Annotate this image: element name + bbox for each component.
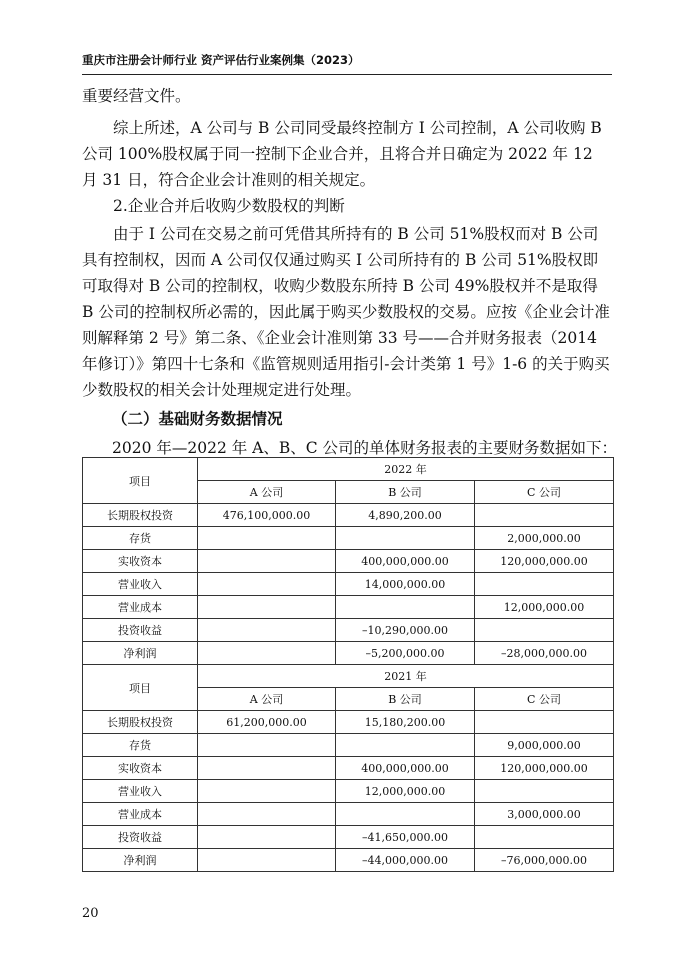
value-cell: [198, 757, 336, 780]
row-label-cell: 长期股权投资: [83, 711, 198, 734]
value-cell: [198, 849, 336, 872]
year-cell: 2022 年: [198, 458, 614, 481]
company-header-cell: C 公司: [475, 688, 614, 711]
row-label-cell: 存货: [83, 527, 198, 550]
table-row: [83, 780, 614, 803]
item-header-cell: 项目: [83, 665, 198, 711]
row-label-cell: 长期股权投资: [83, 504, 198, 527]
value-cell: 476,100,000.00: [198, 504, 336, 527]
company-header-cell: B 公司: [336, 688, 475, 711]
value-cell: 15,180,200.00: [336, 711, 475, 734]
table-row: [83, 826, 614, 849]
company-header-cell: A 公司: [198, 481, 336, 504]
table-row: [83, 550, 614, 573]
value-cell: [198, 527, 336, 550]
table-row: [83, 849, 614, 872]
value-cell: [475, 504, 614, 527]
value-cell: [336, 596, 475, 619]
value-cell: –44,000,000.00: [336, 849, 475, 872]
financial-data-table: [82, 457, 614, 872]
section-heading: （二）基础财务数据情况: [112, 410, 283, 428]
value-cell: [336, 527, 475, 550]
value-cell: 400,000,000.00: [336, 757, 475, 780]
paragraph-continuation: 重要经营文件。: [82, 87, 191, 105]
value-cell: [475, 619, 614, 642]
value-cell: –28,000,000.00: [475, 642, 614, 665]
value-cell: [198, 642, 336, 665]
year-header-row: [83, 458, 614, 481]
value-cell: 61,200,000.00: [198, 711, 336, 734]
year-cell: 2021 年: [198, 665, 614, 688]
company-header-cell: A 公司: [198, 688, 336, 711]
subsection-title: 2.企业合并后收购少数股权的判断: [113, 197, 345, 215]
table-intro: 2020 年—2022 年 A、B、C 公司的单体财务报表的主要财务数据如下：: [112, 439, 618, 457]
row-label-cell: 实收资本: [83, 757, 198, 780]
page-number: 20: [82, 906, 99, 921]
value-cell: [198, 734, 336, 757]
paragraph-summary: 综上所述，A 公司与 B 公司同受最终控制方 I 公司控制，A 公司收购 B 公司 100%股权属于同一控制下企业合并，且将合并日确定为 2022 年 12 月 31 日，符合企业会计准则的相关规定。: [82, 119, 602, 189]
value-cell: [198, 573, 336, 596]
value-cell: –5,200,000.00: [336, 642, 475, 665]
company-header-cell: B 公司: [336, 481, 475, 504]
row-label-cell: 投资收益: [83, 619, 198, 642]
value-cell: [198, 826, 336, 849]
value-cell: [475, 780, 614, 803]
row-label-cell: 营业成本: [83, 803, 198, 826]
value-cell: [198, 803, 336, 826]
value-cell: [336, 803, 475, 826]
row-label-cell: 投资收益: [83, 826, 198, 849]
value-cell: [198, 619, 336, 642]
value-cell: [475, 711, 614, 734]
value-cell: [198, 550, 336, 573]
table-row: [83, 504, 614, 527]
value-cell: 120,000,000.00: [475, 550, 614, 573]
value-cell: 3,000,000.00: [475, 803, 614, 826]
table-row: [83, 596, 614, 619]
table-row: [83, 803, 614, 826]
value-cell: [198, 596, 336, 619]
row-label-cell: 存货: [83, 734, 198, 757]
table-row: [83, 619, 614, 642]
value-cell: 120,000,000.00: [475, 757, 614, 780]
row-label-cell: 实收资本: [83, 550, 198, 573]
value-cell: [336, 734, 475, 757]
value-cell: [475, 826, 614, 849]
value-cell: [198, 780, 336, 803]
value-cell: –76,000,000.00: [475, 849, 614, 872]
table-row: [83, 642, 614, 665]
value-cell: 400,000,000.00: [336, 550, 475, 573]
value-cell: –10,290,000.00: [336, 619, 475, 642]
row-label-cell: 营业收入: [83, 780, 198, 803]
value-cell: 2,000,000.00: [475, 527, 614, 550]
table-row: [83, 734, 614, 757]
item-header-cell: 项目: [83, 458, 198, 504]
row-label-cell: 净利润: [83, 642, 198, 665]
paragraph-analysis: 由于 I 公司在交易之前可凭借其所持有的 B 公司 51%股权而对 B 公司具有控制权，因而 A 公司仅仅通过购买 I 公司所持有的 B 公司 51%股权即可取得对 B 公司的控制权，收购少数股东所持 B 公司 49%股权并不是取得 B 公司的控制权所必需的，因此属于购买少数股权的交易。应按《企业会计准则解释第 2 号》第二条、《企业会计准则第 33 号——合并财务报表（2014 年修订）》第四十七条和《监管规则适用指引-会计类第 1 号》1-6 的关于购买少数股权的相关会计处理规定进行处理。: [82, 225, 610, 399]
row-label-cell: 净利润: [83, 849, 198, 872]
value-cell: –41,650,000.00: [336, 826, 475, 849]
table-row: [83, 573, 614, 596]
value-cell: 14,000,000.00: [336, 573, 475, 596]
value-cell: 12,000,000.00: [336, 780, 475, 803]
table-row: [83, 757, 614, 780]
row-label-cell: 营业成本: [83, 596, 198, 619]
value-cell: 9,000,000.00: [475, 734, 614, 757]
company-header-cell: C 公司: [475, 481, 614, 504]
header-divider: [82, 74, 612, 75]
row-label-cell: 营业收入: [83, 573, 198, 596]
value-cell: 12,000,000.00: [475, 596, 614, 619]
year-header-row: [83, 665, 614, 688]
table-row: [83, 527, 614, 550]
value-cell: [475, 573, 614, 596]
table-row: [83, 711, 614, 734]
running-header: 重庆市注册会计师行业 资产评估行业案例集（2023）: [82, 53, 360, 67]
value-cell: 4,890,200.00: [336, 504, 475, 527]
